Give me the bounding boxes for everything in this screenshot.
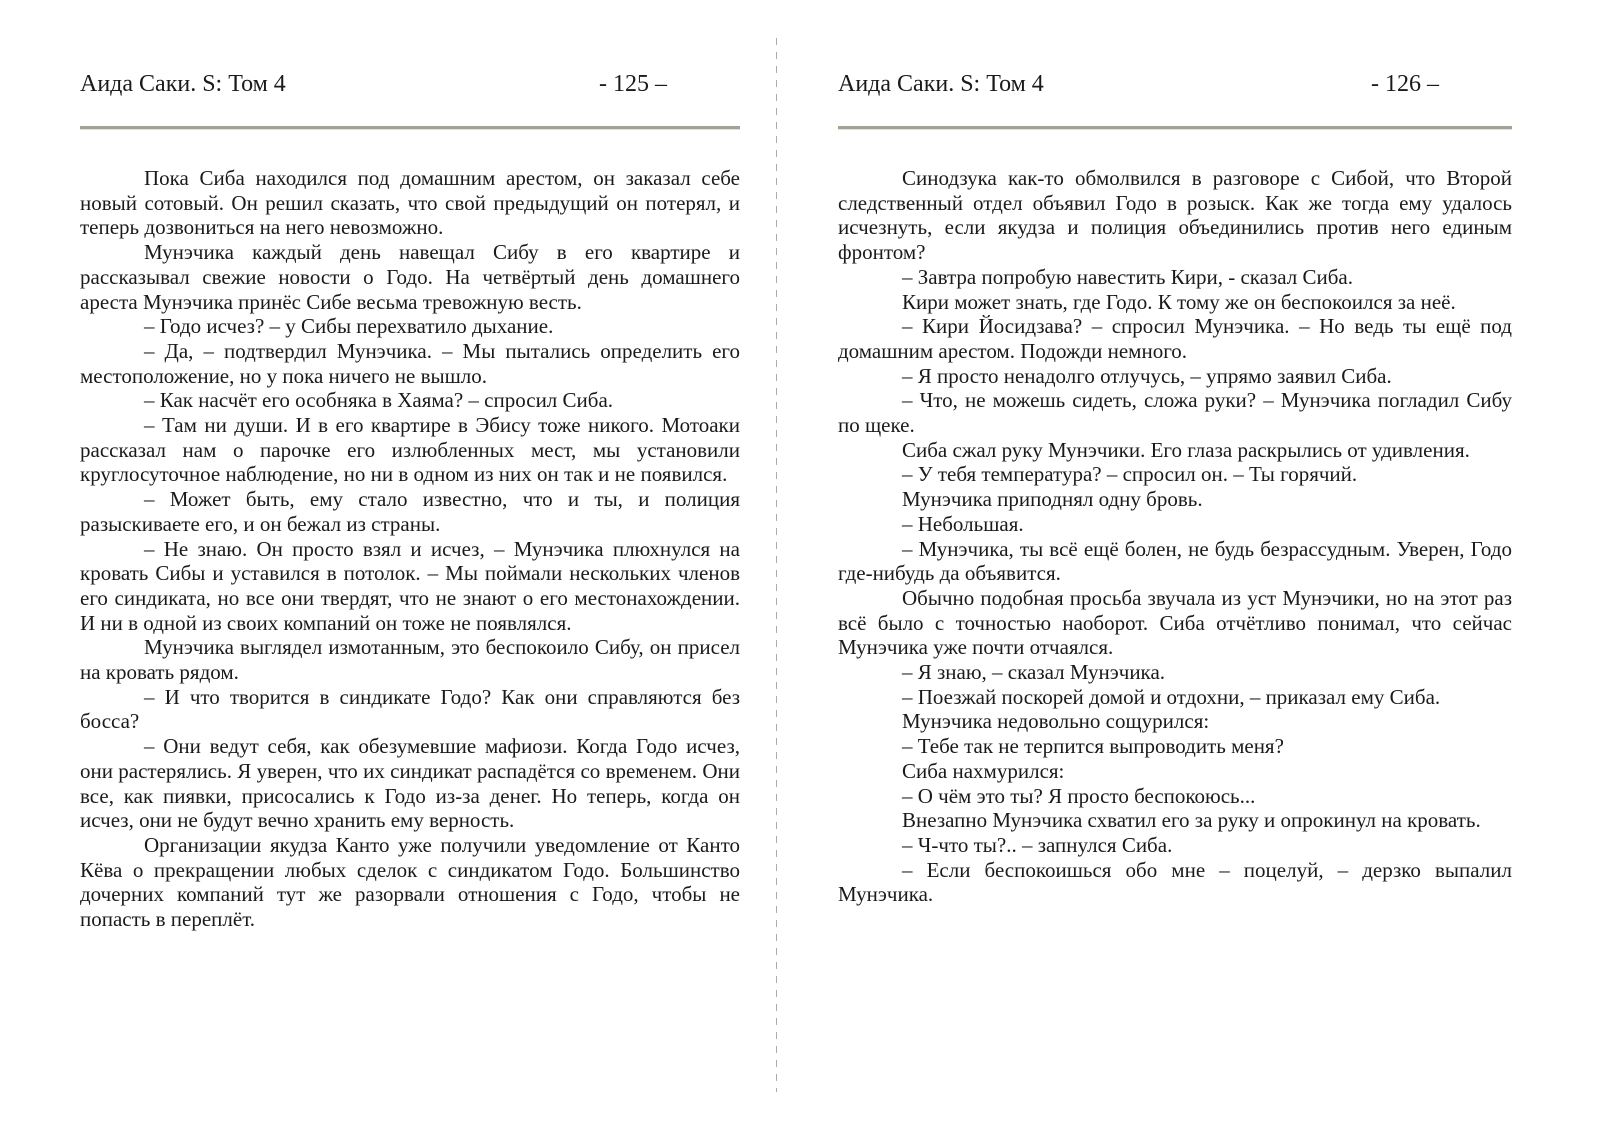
paragraph: Сиба нахмурился: xyxy=(902,758,1065,783)
paragraph: Сиба сжал руку Мунэчики. Его глаза раскрылись от удивления. xyxy=(902,437,1470,462)
paragraph: – Годо исчез? – у Сибы перехватило дыхание. xyxy=(144,314,554,339)
paragraph: – Может быть, ему стало известно, что и ты, и полиция разыскиваете его, и он бежал из страны. xyxy=(80,487,740,536)
page-divider xyxy=(776,38,777,1092)
paragraph: – И что творится в синдикате Годо? Как они справляются без босса? xyxy=(80,684,740,734)
book-page-left xyxy=(80,0,740,932)
paragraph: Организации якудза Канто уже получили уведомление от Канто Кёва о прекращении любых сделок с синдикатом Годо. Большинство дочерних компаний тут же разорвали отношения с Годо, чтобы не попасть в переплёт. xyxy=(80,832,740,932)
paragraph: – Если беспокоишься обо мне – поцелуй, – дерзко выпалил Мунэчика. xyxy=(838,857,1512,907)
paragraph: Синодзука как-то обмолвился в разговоре с Сибой, что Второй следственный отдел объявил Годо в розыск. Как же тогда ему удалось исчезнуть, если якудза и полиция объединились против него единым фронтом? xyxy=(838,166,1512,265)
header-rule xyxy=(80,126,740,130)
page-header xyxy=(80,70,740,98)
header-rule xyxy=(838,126,1512,130)
paragraph: – Я просто ненадолго отлучусь, – упрямо заявил Сиба. xyxy=(902,363,1392,388)
page-number: - 125 – xyxy=(599,71,667,97)
paragraph: Кири может знать, где Годо. К тому же он беспокоился за неё. xyxy=(902,289,1456,314)
paragraph: – Ч-что ты?.. – запнулся Сиба. xyxy=(902,832,1173,857)
page-number: - 126 – xyxy=(1371,71,1439,97)
paragraph: Внезапно Мунэчика схватил его за руку и опрокинул на кровать. xyxy=(902,808,1481,833)
book-title: Аида Саки. S: Том 4 xyxy=(80,71,286,97)
paragraph: Пока Сиба находился под домашним арестом, он заказал себе новый сотовый. Он решил сказать, что свой предыдущий он потерял, и теперь дозвониться на него невозможно. xyxy=(80,166,740,240)
paragraph: Мунэчика приподнял одну бровь. xyxy=(902,487,1203,512)
paragraph: – Да, – подтвердил Мунэчика. – Мы пытались определить его местоположение, но у пока ничего не вышло. xyxy=(80,338,740,388)
paragraph: – Тебе так не терпится выпроводить меня? xyxy=(902,734,1284,759)
paragraph: – О чём это ты? Я просто беспокоюсь... xyxy=(902,783,1256,808)
book-title: Аида Саки. S: Том 4 xyxy=(838,71,1044,97)
paragraph: – Что, не можешь сидеть, сложа руки? – Мунэчика погладил Сибу по щеке. xyxy=(838,388,1512,438)
page-body xyxy=(80,166,740,932)
paragraph: – Кири Йосидзава? – спросил Мунэчика. – Но ведь ты ещё под домашним арестом. Подожди немного. xyxy=(838,314,1512,363)
paragraph: Мунэчика выглядел измотанным, это беспокоило Сибу, он присел на кровать рядом. xyxy=(80,635,740,685)
paragraph: – Мунэчика, ты всё ещё болен, не будь безрассудным. Уверен, Годо где-нибудь да объявится. xyxy=(838,536,1512,586)
paragraph: – Они ведут себя, как обезумевшие мафиози. Когда Годо исчез, они растерялись. Я уверен, что их синдикат распадётся со временем. Они все, как пиявки, присосались к Годо из-за денег. Но теперь, когда он исчез, они не будут вечно хранить ему верность. xyxy=(80,734,740,833)
paragraph: – Как насчёт его особняка в Хаяма? – спросил Сиба. xyxy=(144,388,614,413)
paragraph: – Не знаю. Он просто взял и исчез, – Мунэчика плюхнулся на кровать Сибы и уставился в потолок. – Мы поймали нескольких членов его синдиката, но все они твердят, что не знают о его местонахождении. И ни в одной из своих компаний он тоже не появлялся. xyxy=(80,536,740,635)
book-page-right xyxy=(838,0,1512,907)
paragraph: Обычно подобная просьба звучала из уст Мунэчики, но на этот раз всё было с точностью наоборот. Сиба отчётливо понимал, что сейчас Мунэчика уже почти отчаялся. xyxy=(838,585,1512,660)
paragraph: – Поезжай поскорей домой и отдохни, – приказал ему Сиба. xyxy=(902,684,1441,709)
page-header xyxy=(838,70,1512,98)
paragraph: – Небольшая. xyxy=(902,511,1024,536)
paragraph: – У тебя температура? – спросил он. – Ты горячий. xyxy=(902,462,1358,487)
paragraph: – Завтра попробую навестить Кири, - сказал Сиба. xyxy=(902,264,1354,289)
paragraph: – Я знаю, – сказал Мунэчика. xyxy=(902,660,1166,685)
paragraph: – Там ни души. И в его квартире в Эбису тоже никого. Мотоаки рассказал нам о парочке его излюбленных мест, мы установили круглосуточное наблюдение, но ни в одном из них он так и не появился. xyxy=(80,413,740,487)
paragraph: Мунэчика каждый день навещал Сибу в его квартире и рассказывал свежие новости о Годо. На четвёртый день домашнего ареста Мунэчика принёс Сибе весьма тревожную весть. xyxy=(80,240,740,314)
paragraph: Мунэчика недовольно сощурился: xyxy=(902,709,1210,734)
page-body xyxy=(838,166,1512,907)
